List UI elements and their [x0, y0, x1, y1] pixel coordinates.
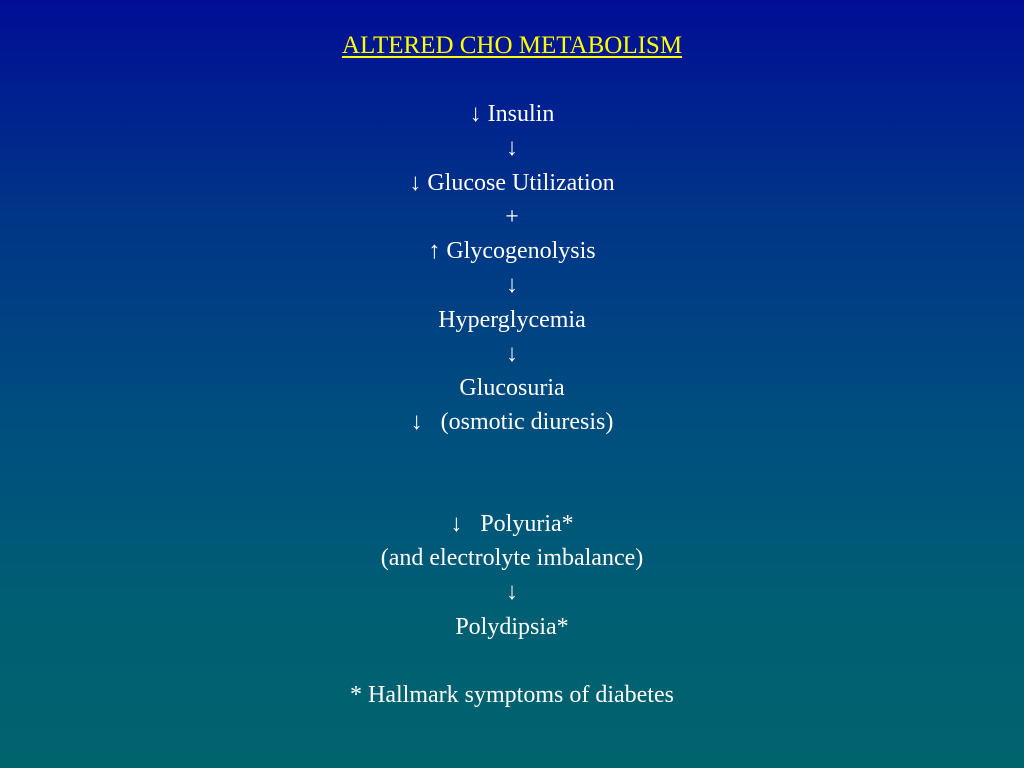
- osmotic-diuresis-text: ↓ (osmotic diuresis): [410, 409, 614, 435]
- down-arrow-2: ↓: [506, 272, 518, 298]
- hyperglycemia-text: Hyperglycemia: [438, 307, 586, 333]
- footnote: * Hallmark symptoms of diabetes: [350, 682, 674, 708]
- insulin-decrease-text: ↓ Insulin: [469, 101, 555, 127]
- down-arrow-1: ↓: [506, 135, 518, 161]
- glucose-utilization-text: ↓ Glucose Utilization: [409, 170, 615, 196]
- glycogenolysis-text: ↑ Glycogenolysis: [428, 238, 596, 264]
- polydipsia-text: Polydipsia*: [455, 614, 569, 640]
- down-arrow-3: ↓: [506, 341, 518, 367]
- slide-title: ALTERED CHO METABOLISM: [341, 32, 683, 59]
- plus-sign: +: [505, 204, 519, 230]
- polyuria-text: ↓ Polyuria*: [450, 511, 574, 537]
- down-arrow-4: ↓: [506, 579, 518, 605]
- electrolyte-imbalance-text: (and electrolyte imbalance): [380, 545, 644, 571]
- glucosuria-text: Glucosuria: [459, 375, 565, 401]
